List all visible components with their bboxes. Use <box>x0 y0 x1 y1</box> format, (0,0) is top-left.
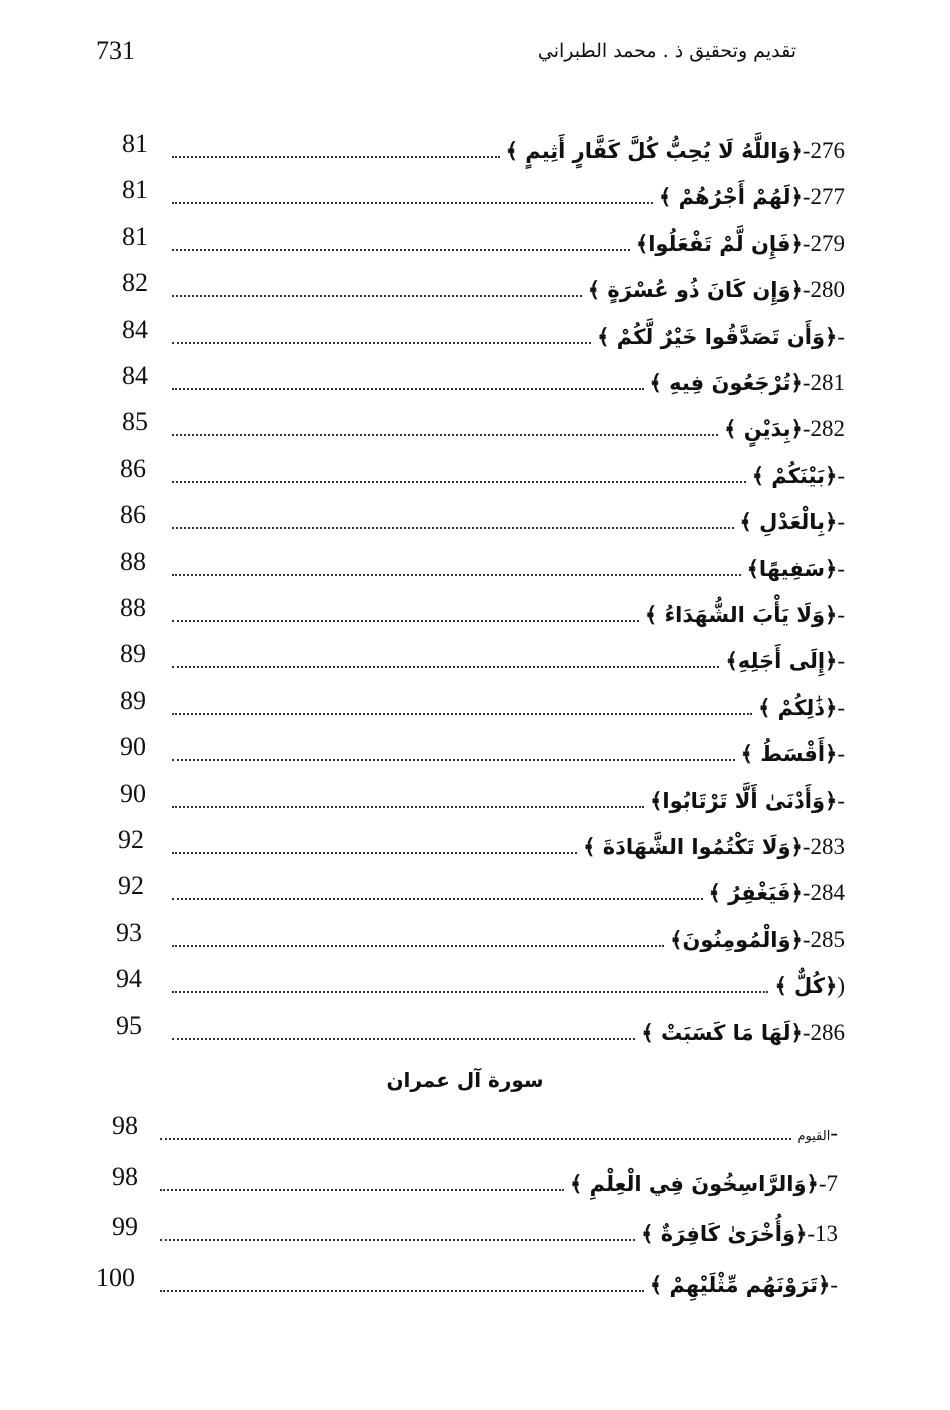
toc-row <box>0 687 950 733</box>
dot-leader <box>172 295 582 297</box>
toc-entry-text: ﴿بَيْنَكُمْ ﴾ <box>751 463 838 488</box>
toc-row <box>0 223 950 269</box>
verse-number: - <box>837 741 845 767</box>
toc-entry <box>570 1169 838 1199</box>
toc-entry <box>741 739 845 769</box>
toc-entry <box>724 414 845 444</box>
toc-entry <box>797 1118 838 1152</box>
toc-row <box>0 594 950 640</box>
toc-page-number: 81 <box>122 175 148 205</box>
toc-row <box>0 872 950 918</box>
toc-entry-text: ﴿لَهُمْ أَجْرُهُمْ ﴾ <box>658 185 803 210</box>
toc-entry-text: ﴿وَالْمُومِنُونَ﴾ <box>670 927 803 952</box>
verse-number: - <box>837 462 845 488</box>
verse-number: - <box>837 648 845 674</box>
toc-entry <box>636 229 845 259</box>
dot-leader <box>172 249 630 251</box>
verse-number: - <box>830 1271 838 1297</box>
toc-row <box>0 1163 950 1209</box>
toc-entry-text: ﴿إِلَى أَجَلِهِ﴾ <box>725 649 838 674</box>
verse-number: 285- <box>802 926 845 952</box>
verse-number: 283- <box>802 834 845 859</box>
toc-page-number: 88 <box>120 593 146 622</box>
toc-row <box>0 176 950 222</box>
dot-leader <box>172 342 591 344</box>
toc-entry-text: ﴿وَلَا تَكْتُمُوا الشَّهَادَةَ ﴾ <box>583 835 803 859</box>
toc-entry-text: ﴿فَيَغْفِرُ ﴾ <box>708 881 803 906</box>
toc-entry <box>641 1219 838 1249</box>
toc-row <box>0 455 950 501</box>
toc-page-number: 100 <box>96 1262 135 1292</box>
verse-number: 284- <box>802 880 845 906</box>
toc-entry-text: ﴿فَإِن لَّمْ تَفْعَلُوا﴾ <box>635 231 803 256</box>
dot-leader <box>160 1290 644 1292</box>
toc-entry-text: ﴿تَرَوْنَهُم مِّثْلَيْهِمْ ﴾ <box>649 1272 831 1297</box>
toc-entry-text: ﴿لَهَا مَا كَسَبَتْ ﴾ <box>641 1020 803 1045</box>
toc-page-number: 98 <box>112 1161 138 1191</box>
dot-leader <box>172 434 718 436</box>
running-title: تقديم وتحقيق ذ . محمد الطبراني <box>537 40 796 62</box>
dot-leader <box>160 1138 791 1140</box>
toc-page-number: 89 <box>120 685 146 715</box>
toc-page-number: 85 <box>122 407 148 437</box>
toc-row <box>0 408 950 454</box>
verse-number: - <box>837 602 845 627</box>
toc-row <box>0 919 950 965</box>
toc-page-number: 92 <box>118 871 144 901</box>
verse-number: - <box>837 323 845 349</box>
toc-row <box>0 1264 950 1310</box>
toc-row <box>0 1112 950 1158</box>
page-header <box>96 36 796 76</box>
toc-entry-text: ﴿وَأَدْنَىٰ أَلَّا تَرْتَابُوا﴾ <box>650 788 838 813</box>
toc-page-number: 94 <box>116 964 142 994</box>
toc-entry-text: ﴿وَلَا يَأْبَ الشُّهَدَاءُ ﴾ <box>644 603 838 627</box>
toc-page-number: 90 <box>120 732 146 762</box>
toc-row <box>0 362 950 408</box>
section-heading: سورة آل عمران <box>386 1068 544 1092</box>
toc-entry-text: ﴿وَاللَّهُ لَا يُحِبُّ كُلَّ كَفَّارٍ أَثِيمٍ ﴾ <box>505 139 803 163</box>
dot-leader <box>172 898 703 900</box>
verse-number: - <box>830 1120 838 1145</box>
toc-page-number: 82 <box>122 268 148 298</box>
verse-number: 281- <box>802 370 845 395</box>
verse-number: 13- <box>807 1221 838 1246</box>
toc-entry-text: ﴿ذَٰلِكُمْ ﴾ <box>758 695 838 720</box>
verse-number: - <box>837 787 845 813</box>
toc-entry <box>709 878 845 908</box>
toc-page-number: 88 <box>120 546 146 576</box>
verse-number: 279- <box>802 230 845 256</box>
toc-entry <box>752 461 845 491</box>
toc-page-number: 92 <box>118 825 144 854</box>
verse-number: - <box>837 694 845 720</box>
toc-entry <box>747 554 845 584</box>
toc-entry <box>758 693 845 723</box>
dot-leader <box>172 713 752 715</box>
toc-page-number: 93 <box>116 917 142 947</box>
toc-row <box>0 826 950 872</box>
toc-row <box>0 780 950 826</box>
toc-entry-text: ﴿وَأَن تَصَدَّقُوا خَيْرٌ لَّكُمْ ﴾ <box>597 324 838 349</box>
toc-entry-text: ﴿كُلٌّ ﴾ <box>774 974 838 999</box>
toc-entry-text: ﴿وَأُخْرَىٰ كَافِرَةٌ ﴾ <box>641 1222 808 1246</box>
toc-row <box>0 130 950 176</box>
toc-entry <box>583 832 845 862</box>
toc-row <box>0 965 950 1011</box>
verse-number: 7- <box>818 1170 838 1196</box>
dot-leader <box>172 945 664 947</box>
toc-page-number: 81 <box>122 221 148 251</box>
toc-page-number: 84 <box>122 361 148 390</box>
toc-entry-text: ﴿أَقْسَطُ ﴾ <box>740 742 838 767</box>
dot-leader <box>172 759 735 761</box>
toc-page-number: 89 <box>120 639 146 669</box>
toc-entry <box>506 136 845 166</box>
verse-number: 280- <box>802 277 845 303</box>
toc-entry <box>641 1018 845 1048</box>
toc-entry <box>645 600 845 630</box>
dot-leader <box>172 574 741 576</box>
dot-leader <box>172 806 644 808</box>
toc-row <box>0 733 950 779</box>
dot-leader <box>172 666 719 668</box>
dot-leader <box>172 852 577 854</box>
dot-leader <box>172 1038 635 1040</box>
dot-leader <box>172 202 653 204</box>
dot-leader <box>172 156 500 158</box>
toc-row <box>0 501 950 547</box>
toc-entry <box>650 368 846 398</box>
toc-row <box>0 548 950 594</box>
verse-number: 277- <box>802 184 845 210</box>
toc-page-number: 81 <box>122 129 148 158</box>
toc-entry <box>650 786 845 816</box>
toc-page-number: 90 <box>120 778 146 808</box>
toc-row <box>0 1213 950 1259</box>
dot-leader <box>172 620 639 622</box>
verse-number: - <box>837 555 845 581</box>
verse-number: 276- <box>802 138 845 163</box>
toc-page-number: 86 <box>120 453 146 483</box>
dot-leader <box>172 388 644 390</box>
toc-page-number: 99 <box>112 1212 138 1241</box>
toc-entry-text: ﴿بِدَيْنٍ ﴾ <box>724 417 803 442</box>
toc-entry-text: القيوم <box>797 1129 831 1144</box>
toc-entry <box>659 182 845 212</box>
toc-page-number: 95 <box>116 1010 142 1040</box>
toc-entry <box>740 507 845 537</box>
toc-entry <box>650 1270 838 1300</box>
verse-number: 286- <box>802 1019 845 1045</box>
toc-entry-text: ﴿سَفِيهًا﴾ <box>746 556 838 581</box>
toc-entry <box>670 925 845 955</box>
toc-page-number: 86 <box>120 500 146 530</box>
dot-leader <box>160 1239 635 1241</box>
dot-leader <box>160 1189 564 1191</box>
toc-entry <box>725 646 845 676</box>
toc-entry <box>597 322 845 352</box>
verse-number: - <box>837 509 845 535</box>
dot-leader <box>172 527 734 529</box>
dot-leader <box>172 991 768 993</box>
toc-entry <box>774 971 845 1001</box>
toc-entry-text: ﴿وَإِن كَانَ ذُو عُسْرَةٍ ﴾ <box>587 278 803 303</box>
toc-page-number: 98 <box>112 1111 138 1140</box>
verse-number: ( <box>837 973 845 999</box>
toc-entry-text: ﴿بِالْعَدْلِ ﴾ <box>739 510 838 535</box>
toc-row <box>0 1012 950 1058</box>
toc-entry-text: ﴿تُرْجَعُونَ فِيهِ ﴾ <box>649 371 803 395</box>
toc-entry-text: ﴿وَالرَّاسِخُونَ فِي الْعِلْمِ ﴾ <box>570 1171 819 1196</box>
toc-row <box>0 316 950 362</box>
toc-page-number: 84 <box>122 314 148 344</box>
toc-row <box>0 640 950 686</box>
dot-leader <box>172 481 746 483</box>
page-number: 731 <box>96 36 135 65</box>
toc-entry <box>588 275 845 305</box>
toc-row <box>0 269 950 315</box>
verse-number: 282- <box>802 416 845 442</box>
